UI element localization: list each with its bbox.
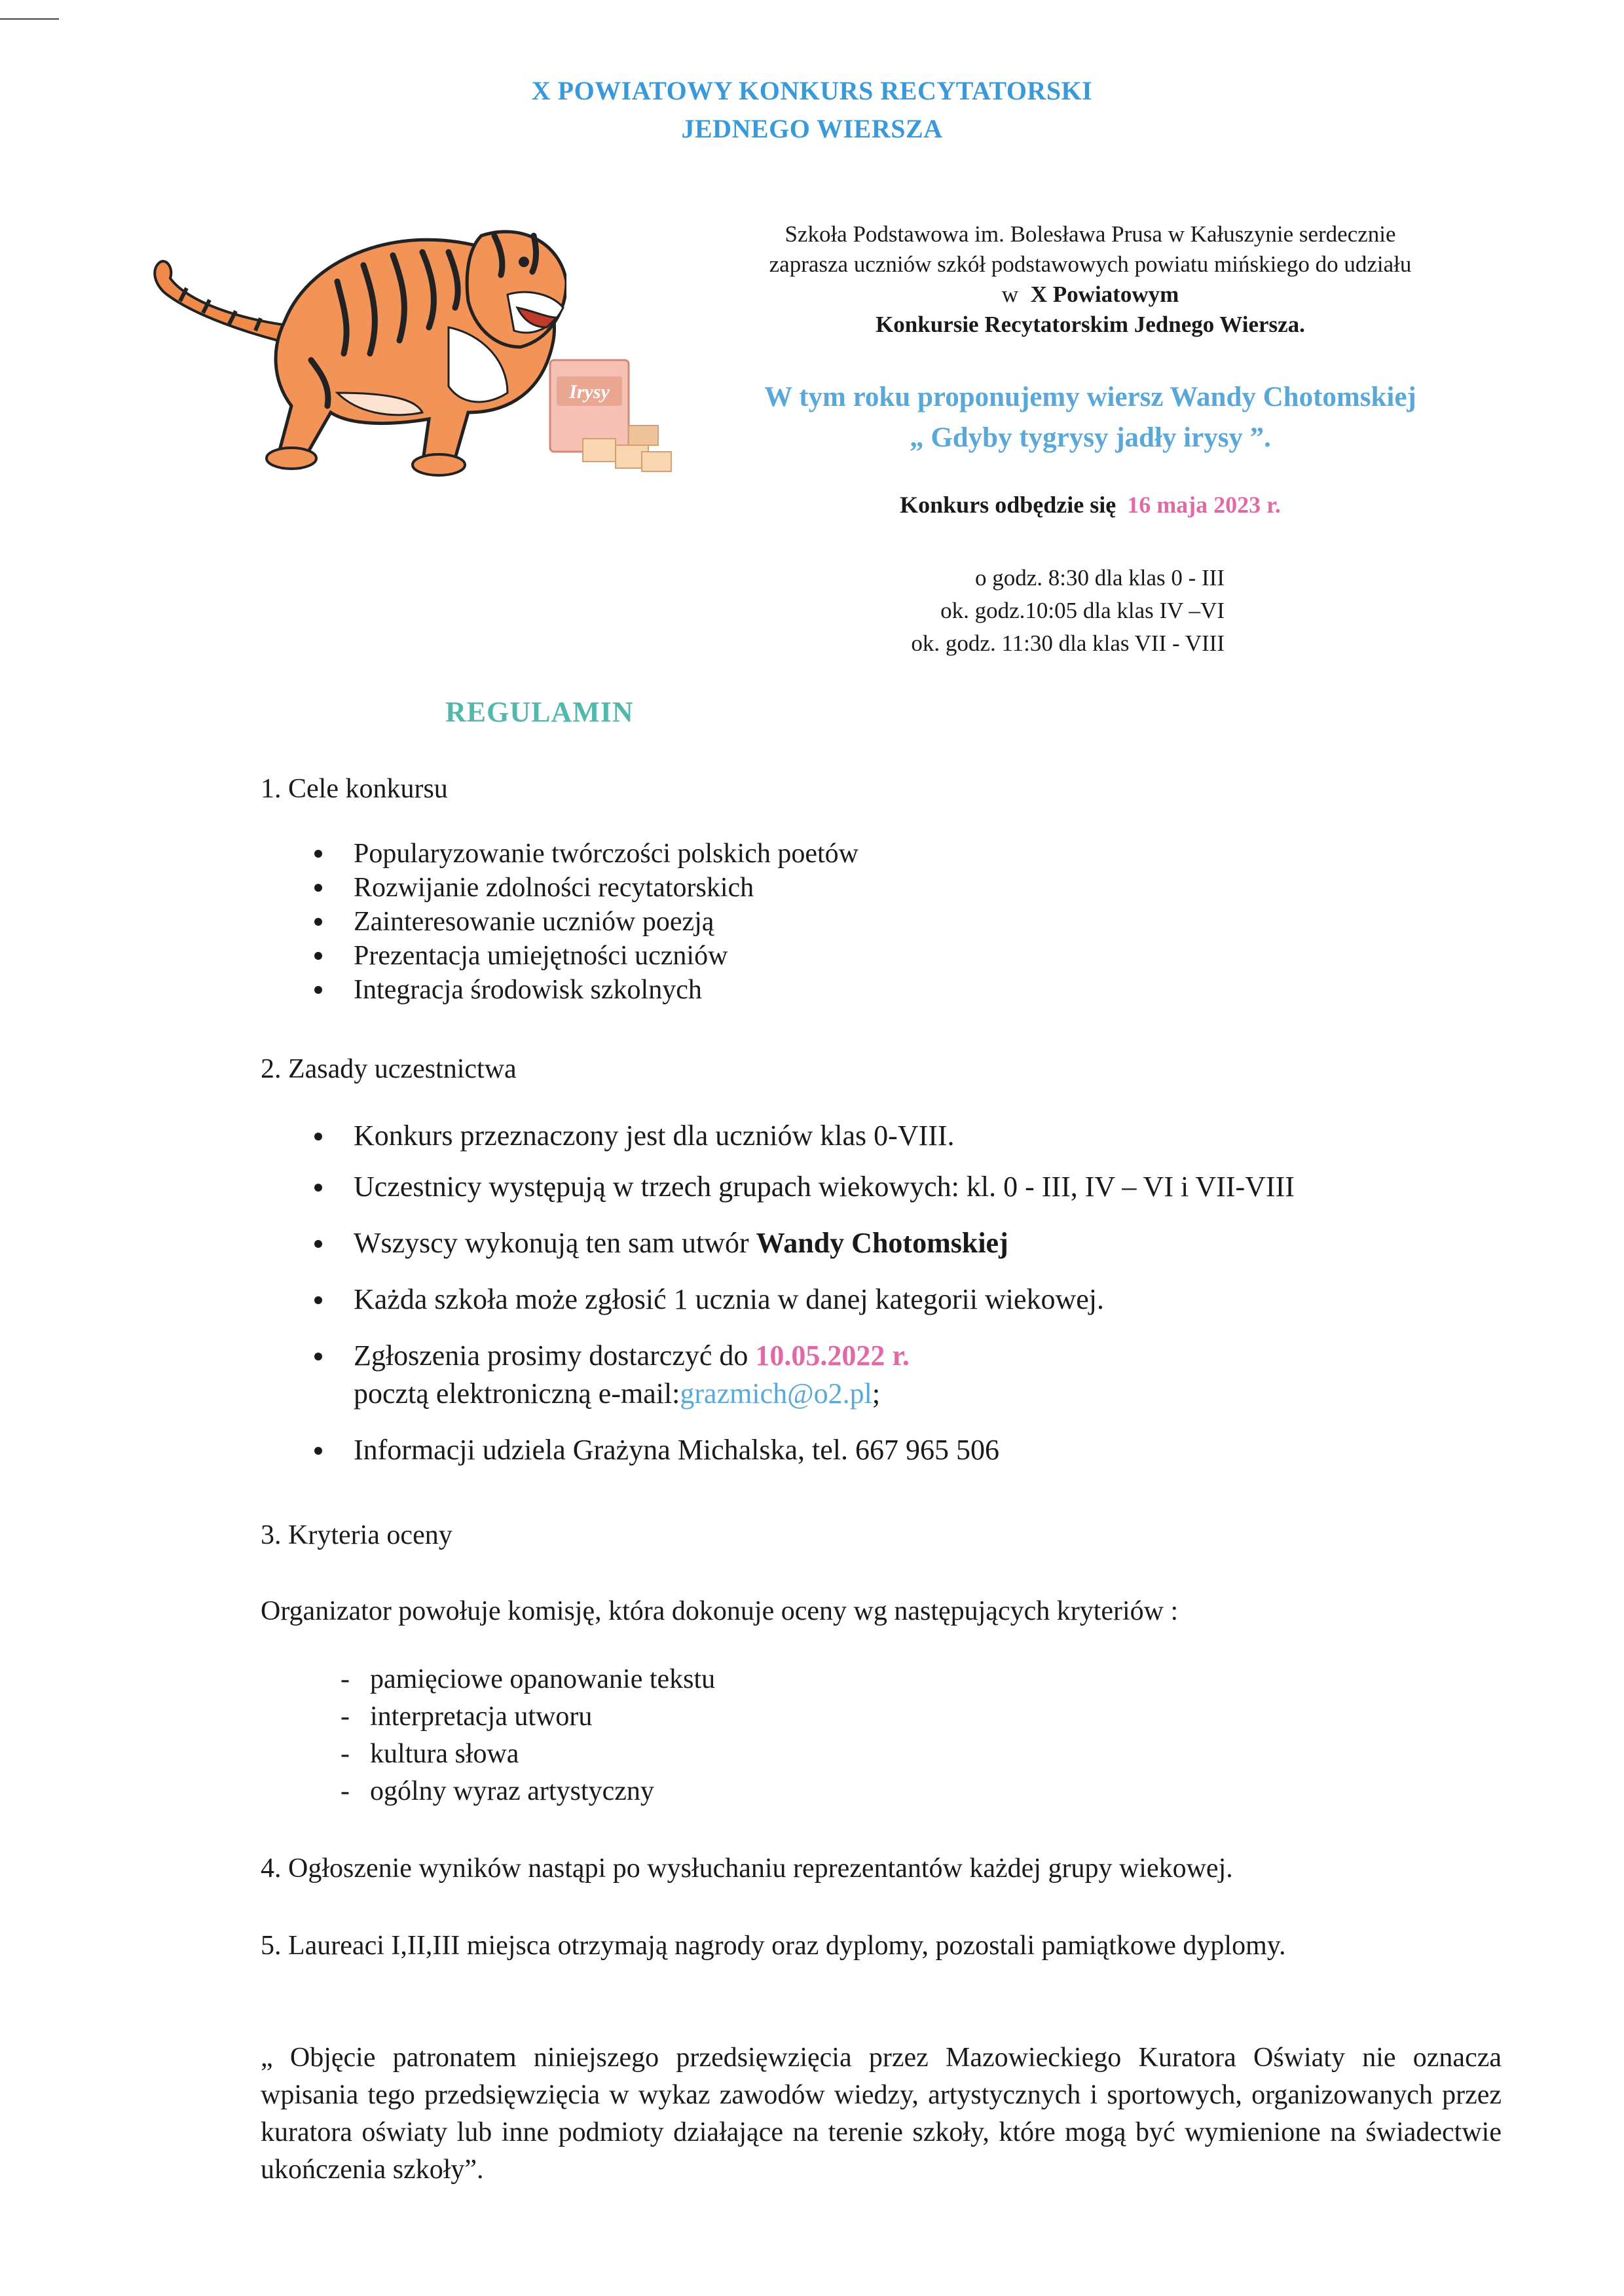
list-item [308, 1224, 1486, 1262]
dash-icon: - [341, 1664, 350, 1694]
bullet-icon [314, 850, 322, 858]
page-title [0, 72, 1624, 148]
irysy-candy-box [544, 354, 681, 484]
list-item-text: Prezentacja umiejętności uczniów [354, 941, 728, 971]
intro-block [688, 219, 1493, 340]
dash-icon: - [341, 1739, 350, 1769]
bullet-icon [314, 1133, 322, 1140]
contest-date-label: Konkurs odbędzie się [900, 492, 1116, 518]
bullet-icon [314, 918, 322, 926]
schedule-row: ok. godz.10:05 dla klas IV –VI [940, 598, 1225, 623]
deadline-date: 10.05.2022 r. [755, 1339, 910, 1372]
title-line-1: X POWIATOWY KONKURS RECYTATORSKI [531, 76, 1093, 105]
list-item [308, 1337, 1486, 1413]
list-item [341, 1736, 1323, 1773]
poem-proposal-line-2: „ Gdyby tygrysy jadły irysy ”. [910, 422, 1271, 453]
section-2-list [308, 1117, 1486, 1469]
section-1-heading: 1. Cele konkursu [261, 774, 448, 804]
section-4: 4. Ogłoszenie wyników nastąpi po wysłuchaniu reprezentantów każdej grupy wiekowej. [261, 1853, 1233, 1884]
dash-icon: - [341, 1776, 350, 1806]
tiger-icon [141, 196, 566, 491]
contest-date-value: 16 maja 2023 r. [1127, 492, 1281, 518]
bullet-icon [314, 1296, 322, 1304]
scan-corner-mark [0, 18, 59, 20]
list-item [308, 973, 1486, 1007]
intro-line-2: zaprasza uczniów szkół podstawowych powiatu mińskiego do udziału [769, 251, 1412, 277]
bullet-icon [314, 1184, 322, 1192]
disclaimer: „ Objęcie patronatem niniejszego przedsięwzięcia przez Mazowieckiego Kuratora Oświaty nie oznacza wpisania tego przedsięwzięcia w wykaz zawodów wiedzy, artystycznych i sportowych, organizowanych przez kuratora oświaty lub inne podmioty działające na terenie szkoły, które mogą być wymienione na świadectwie ukończenia szkoły”. [261, 2043, 1502, 2185]
list-item-text: Każda szkoła może zgłosić 1 ucznia w danej kategorii wiekowej. [354, 1283, 1104, 1315]
list-item [308, 1168, 1486, 1206]
dash-icon: - [341, 1702, 350, 1732]
bullet-icon [314, 1447, 322, 1455]
list-item [308, 871, 1486, 905]
section-5: 5. Laureaci I,II,III miejsca otrzymają nagrody oraz dyplomy, pozostali pamiątkowe dyplomy. [261, 1931, 1286, 1961]
list-item-text: pamięciowe opanowanie tekstu [370, 1664, 716, 1694]
intro-line-1: Szkoła Podstawowa im. Bolesława Prusa w Kałuszynie serdecznie [784, 221, 1396, 247]
title-line-2: JEDNEGO WIERSZA [681, 114, 943, 143]
bullet-icon [314, 1353, 322, 1360]
intro-line-3-bold: X Powiatowym [1030, 282, 1179, 307]
list-item-text: Zgłoszenia prosimy dostarczyć do [354, 1339, 748, 1372]
list-item-text: kultura słowa [370, 1739, 519, 1769]
list-item-bold: Wandy Chotomskiej [756, 1227, 1008, 1259]
bullet-icon [314, 952, 322, 960]
list-item-text: interpretacja utworu [370, 1702, 593, 1732]
section-3-heading: 3. Kryteria oceny [261, 1520, 452, 1550]
list-item [308, 837, 1486, 871]
candy-box-icon [544, 354, 681, 484]
regulamin-heading: REGULAMIN [445, 696, 634, 728]
schedule-row: ok. godz. 11:30 dla klas VII - VIII [911, 630, 1225, 656]
list-item [341, 1773, 1323, 1810]
intro-line-4: Konkursie Recytatorskim Jednego Wiersza. [876, 312, 1305, 337]
bullet-icon [314, 986, 322, 994]
list-item-text: Informacji udziela Grażyna Michalska, tel. 667 965 506 [354, 1434, 1000, 1466]
list-item-text: pocztą elektroniczną e-mail: [354, 1377, 680, 1410]
schedule [848, 562, 1225, 660]
list-item-text: Popularyzowanie twórczości polskich poetów [354, 839, 858, 869]
schedule-row: o godz. 8:30 dla klas 0 - III [974, 565, 1225, 591]
list-item-text: ogólny wyraz artystyczny [370, 1776, 654, 1806]
email-link[interactable]: grazmich@o2.pl [680, 1377, 872, 1410]
contest-date [688, 491, 1493, 519]
section-1-list [308, 837, 1486, 1007]
list-item [308, 1431, 1486, 1469]
list-item-text: Integracja środowisk szkolnych [354, 975, 702, 1005]
list-item-text: Konkurs przeznaczony jest dla uczniów klas 0-VIII. [354, 1120, 955, 1152]
bullet-icon [314, 1240, 322, 1248]
list-item [308, 905, 1486, 939]
intro-line-3 [688, 280, 1493, 310]
section-3-list [341, 1661, 1323, 1810]
section-3-intro: Organizator powołuje komisję, która dokonuje oceny wg następujących kryteriów : [261, 1596, 1179, 1626]
list-item-text: Rozwijanie zdolności recytatorskich [354, 873, 754, 903]
list-item-text: ; [872, 1377, 881, 1410]
list-item [308, 939, 1486, 973]
poem-proposal-line-1: W tym roku proponujemy wiersz Wandy Chotomskiej [764, 382, 1416, 412]
poem-proposal [688, 377, 1493, 458]
section-2-heading: 2. Zasady uczestnictwa [261, 1054, 517, 1084]
list-item [308, 1117, 1486, 1155]
intro-line-3-prefix: w [1001, 282, 1019, 307]
list-item [341, 1698, 1323, 1736]
list-item [308, 1281, 1486, 1319]
tiger-illustration [141, 196, 566, 491]
list-item-text: Zainteresowanie uczniów poezją [354, 907, 714, 937]
candy-brand-text: Irysy [569, 381, 610, 403]
bullet-icon [314, 884, 322, 892]
list-item-text: Wszyscy wykonują ten sam utwór [354, 1227, 749, 1259]
list-item [341, 1661, 1323, 1698]
list-item-text: Uczestnicy występują w trzech grupach wiekowych: kl. 0 - III, IV – VI i VII-VIII [354, 1171, 1295, 1203]
